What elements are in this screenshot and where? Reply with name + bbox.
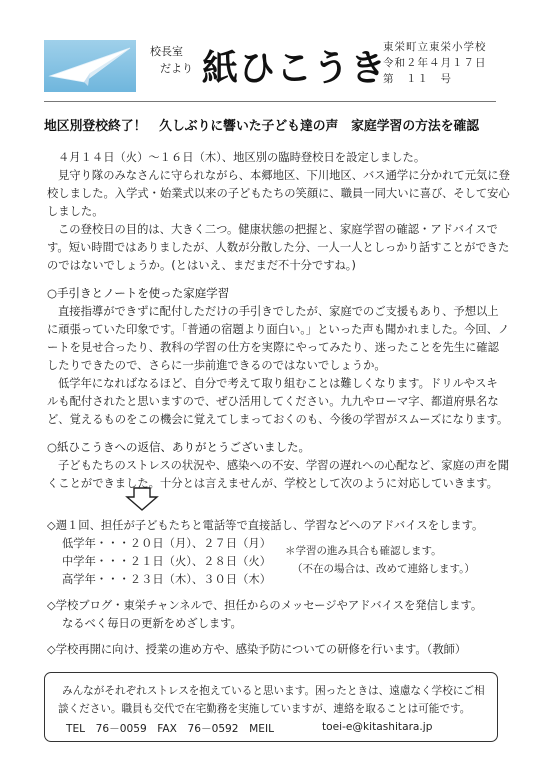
schedule-note-absent: （不在の場合は、改めて連絡します。） <box>292 563 475 575</box>
headline: 地区別登校終了！ 久しぶりに響いた子ども達の声 家庭学習の方法を確認 <box>44 119 480 134</box>
intro-line: しました。 <box>47 205 104 218</box>
paper-plane-icon <box>44 40 136 92</box>
intro-line: この登校日の目的は、大きく二つ。健康状態の把握と、家庭学習の確認・アドバイスで <box>58 223 498 236</box>
section1-line: 低学年になればなるほど、自分で考えて取り組むことは難しくなります。ドリルやスキ <box>58 377 498 390</box>
section1-line: したりできたので、さらに一歩前進できるのではないでしょうか。 <box>47 359 386 372</box>
newsletter-title: 紙ひこうき <box>202 48 388 89</box>
issue-date: 令和２年４月１７日 <box>383 57 487 69</box>
action-blog-sub: なるべく毎日の更新をめざします。 <box>62 617 242 630</box>
school-name: 東栄町立東栄小学校 <box>383 41 487 53</box>
issue-number: 第 １１ 号 <box>383 73 452 85</box>
contact-email[interactable]: toei-e@kitashitara.jp <box>322 721 433 733</box>
section2-line: くことができました。十分とは言えませんが、学校として次のように対応していきます。 <box>47 477 498 490</box>
intro-line: す。短い時間ではありましたが、人数が分散した分、一人一人としっかり話すことができた <box>47 241 510 254</box>
intro-line: ４月１４日（火）～１６日（木）、地区別の臨時登校日を設定しました。 <box>58 151 426 164</box>
schedule-note: ＊学習の進み具合も確認します。 <box>285 545 442 557</box>
contact-phone-fax: TEL 76－0059 FAX 76－0592 MEIL <box>66 723 274 735</box>
contact-note-line: 談ください。職員も交代で在宅勤務を実施していますが、連絡を取ることは可能です。 <box>58 703 471 715</box>
paper-plane-logo <box>44 40 136 92</box>
intro-line: 校しました。入学式・始業式以来の子どもたちの笑顔に、職員一同大いに喜び、そして安心 <box>47 187 510 200</box>
section1-line: 直接指導ができずに配付しただけの手引きでしたが、家庭でのご支援もあり、予想以上 <box>58 305 499 318</box>
section1-line: に頑張っていた印象です。「普通の宿題より面白い。」といった声も聞かれました。今回、ノ <box>47 323 510 336</box>
section1-line: ートを見せ合ったり、教科の学習の仕方を実際にやってみたり、迷ったことを先生に確認 <box>47 341 499 354</box>
intro-line: 見守り隊のみなさんに守られながら、本郷地区、下川地区、バス通学に分かれて元気に登 <box>58 169 510 182</box>
section2-line: 子どもたちのストレスの状況や、感染への不安、学習の遅れへの心配など、家庭の声を聞 <box>58 459 510 472</box>
down-arrow-icon <box>125 487 159 515</box>
intro-line: のではないでしょうか。(とはいえ、まだまだ不十分ですね。) <box>47 259 356 272</box>
section1-line: ど、覚えるものをこの機会に覚えてしまっておくのも、今後の学習がスムーズになります。 <box>47 413 509 426</box>
contact-note-line: みんながそれぞれストレスを抱えていると思います。困ったときは、遠慮なく学校にご相 <box>62 685 485 697</box>
section-heading-thanks: ○紙ひこうきへの返信、ありがとうございました。 <box>47 440 311 454</box>
action-blog-heading: ◇学校ブログ・東栄チャンネルで、担任からのメッセージやアドバイスを発信します。 <box>47 599 483 612</box>
schedule-row: 高学年・・・２３日（木）、３０日（木） <box>62 573 271 586</box>
section1-line: ルも配付されたと思いますので、ぜひ活用してください。九九やローマ字、都道府県名な <box>47 395 499 408</box>
schedule-row: 低学年・・・２０日（月）、２７日（月） <box>62 537 271 550</box>
header-divider <box>44 101 496 102</box>
action-phone-heading: ◇週１回、担任が子どもたちと電話等で直接話し、学習などへのアドバイスをします。 <box>47 519 484 532</box>
section-heading-home-study: ○手引きとノートを使った家庭学習 <box>47 286 230 300</box>
action-training-heading: ◇学校再開に向け、授業の進め方や、感染予防についての研修を行います。（教師） <box>47 643 467 656</box>
header-dayori-label: だより <box>160 62 193 75</box>
schedule-row: 中学年・・・２１日（火）、２８日（火） <box>62 555 271 568</box>
header-room-label: 校長室 <box>150 45 183 58</box>
